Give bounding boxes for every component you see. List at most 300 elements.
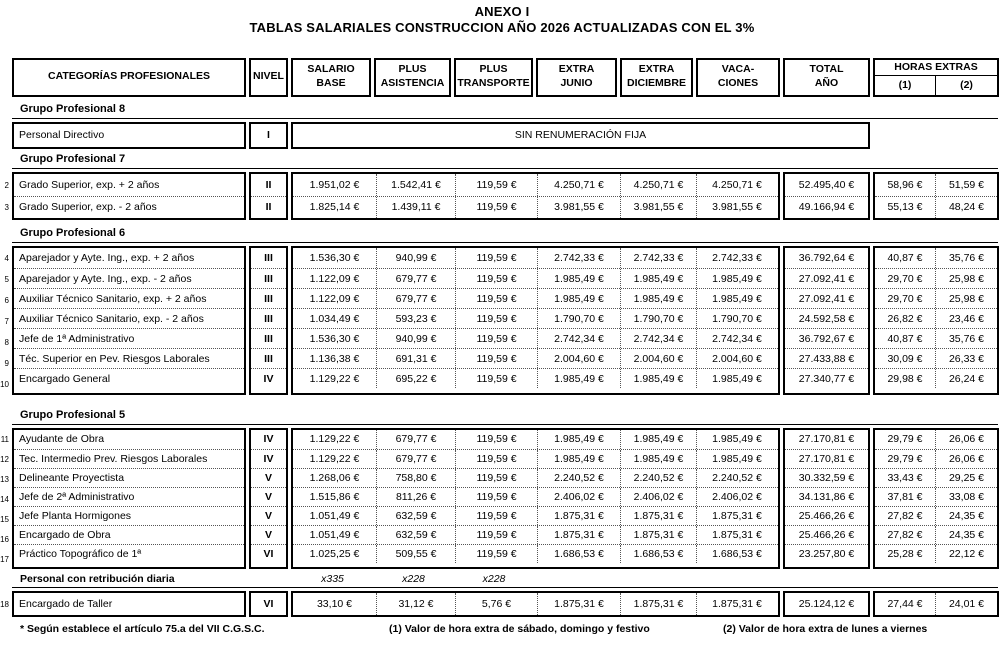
value-cell: 5,76 € xyxy=(455,593,537,615)
value-cell: 1.825,14 € xyxy=(309,201,360,214)
footnote-1: (1) Valor de hora extra de sábado, domingo y festivo xyxy=(389,623,650,636)
col-header-nivel: NIVEL xyxy=(249,58,288,97)
value-cell: 679,77 € xyxy=(376,450,455,468)
group-heading-label: Grupo Profesional 7 xyxy=(20,152,126,165)
value-cell: 1.985,49 € xyxy=(696,430,777,449)
row-number: 4 xyxy=(4,254,9,264)
no-fixed-pay-box xyxy=(291,122,870,149)
value-cell: 1.985,49 € xyxy=(537,430,620,449)
nivel-column xyxy=(249,246,288,395)
nivel-cell: VI xyxy=(251,544,286,563)
value-cell: 1.985,49 € xyxy=(696,289,777,308)
value-cell: 119,59 € xyxy=(455,248,537,268)
col-header-categorias-label: CATEGORÍAS PROFESIONALES xyxy=(48,70,210,83)
value-cell: 2.240,52 € xyxy=(620,469,696,487)
nivel-cell: I xyxy=(267,129,270,142)
total-cell: 27.433,88 € xyxy=(785,348,868,368)
category-column xyxy=(12,172,246,220)
nivel-cell: V xyxy=(251,468,286,487)
value-cell: 1.790,70 € xyxy=(537,309,620,328)
value-cell: 1.875,31 € xyxy=(537,526,620,544)
horas-1-cell: 29,70 € xyxy=(887,272,923,285)
value-cell: 593,23 € xyxy=(376,309,455,328)
value-cell: 1.122,09 € xyxy=(309,292,360,305)
daily-retribution-label: Personal con retribución diaria xyxy=(20,573,175,586)
category-cell: Téc. Superior en Pev. Riesgos Laborales xyxy=(14,348,244,368)
group-sections xyxy=(1,103,1003,570)
daily-underline xyxy=(12,587,998,588)
value-cell: 1.985,49 € xyxy=(696,369,777,388)
horas-2-cell: 26,33 € xyxy=(935,349,997,368)
value-cell: 119,59 € xyxy=(455,309,537,328)
value-cell: 2.406,02 € xyxy=(537,488,620,506)
group-heading-label: Grupo Profesional 5 xyxy=(20,408,126,421)
table-row-values xyxy=(293,525,778,544)
horas-2-cell: 26,06 € xyxy=(935,430,997,449)
value-cell: 2.004,60 € xyxy=(537,349,620,368)
value-cell: 1.951,02 € xyxy=(309,178,360,191)
table-row-values xyxy=(293,174,778,196)
value-cell: 1.875,31 € xyxy=(696,507,777,525)
horas-extras-row xyxy=(875,506,997,525)
horas-extras-row xyxy=(875,368,997,388)
col-header-vacaciones: VACA- CIONES xyxy=(696,58,780,97)
values-columns xyxy=(291,246,780,395)
value-cell: 2.742,34 € xyxy=(620,329,696,348)
horas-extras-row xyxy=(875,468,997,487)
row-number: 17 xyxy=(0,554,9,564)
nivel-cell: II xyxy=(251,196,286,218)
value-cell: 2.742,34 € xyxy=(537,329,620,348)
horas-extras-row xyxy=(875,348,997,368)
category-column xyxy=(12,122,246,149)
row-number: 3 xyxy=(4,203,9,213)
value-cell: 2.004,60 € xyxy=(696,349,777,368)
horas-extras-row xyxy=(875,174,997,196)
horas-extras-columns xyxy=(873,591,999,617)
salary-group-block xyxy=(1,172,1003,220)
horas-2-cell: 48,24 € xyxy=(935,197,997,218)
horas-1-cell: 27,82 € xyxy=(887,528,923,541)
category-column xyxy=(12,246,246,395)
value-cell: 119,59 € xyxy=(455,197,537,218)
table-row-values xyxy=(293,593,778,615)
nivel-cell: III xyxy=(251,348,286,368)
row-number: 10 xyxy=(0,379,9,389)
category-cell: Delineante Proyectista xyxy=(14,468,244,487)
horas-1-cell: 40,87 € xyxy=(887,332,923,345)
col-header-plus-asistencia: PLUS ASISTENCIA xyxy=(374,58,451,97)
total-cell: 25.466,26 € xyxy=(785,506,868,525)
value-cell: 1.515,86 € xyxy=(309,490,360,503)
value-cell: 1.051,49 € xyxy=(309,509,360,522)
horas-2-cell: 26,06 € xyxy=(935,450,997,468)
table-row-values xyxy=(293,449,778,468)
category-cell: Encargado de Taller xyxy=(19,598,113,611)
value-cell: 1.686,53 € xyxy=(620,545,696,563)
horas-2-cell: 26,24 € xyxy=(935,369,997,388)
daily-multipliers xyxy=(291,573,780,585)
horas-extras-row xyxy=(875,268,997,288)
value-cell: 1.875,31 € xyxy=(696,526,777,544)
horas-1-cell: 33,43 € xyxy=(887,471,923,484)
horas-extras-row xyxy=(875,449,997,468)
value-cell: 1.790,70 € xyxy=(696,309,777,328)
row-number: 2 xyxy=(4,180,9,190)
row-number-spacer xyxy=(1,58,9,97)
horas-1-cell: 27,82 € xyxy=(887,509,923,522)
value-cell: 940,99 € xyxy=(376,329,455,348)
value-cell: 1.875,31 € xyxy=(537,507,620,525)
horas-extras-columns xyxy=(873,172,999,220)
horas-2-cell: 24,01 € xyxy=(935,593,997,615)
nivel-cell: IV xyxy=(251,368,286,388)
value-cell: 1.985,49 € xyxy=(537,289,620,308)
value-cell: 1.985,49 € xyxy=(620,450,696,468)
nivel-cell: III xyxy=(251,328,286,348)
horas-2-cell: 23,46 € xyxy=(935,309,997,328)
category-cell: Tec. Intermedio Prev. Riesgos Laborales xyxy=(14,449,244,468)
value-cell: 758,80 € xyxy=(376,469,455,487)
nivel-column xyxy=(249,591,288,617)
value-cell: 3.981,55 € xyxy=(620,197,696,218)
values-columns xyxy=(291,172,780,220)
table-row-values xyxy=(293,288,778,308)
value-cell: 2.742,33 € xyxy=(537,248,620,268)
value-cell: 679,77 € xyxy=(376,269,455,288)
horas-2-cell: 29,25 € xyxy=(935,469,997,487)
row-number: 14 xyxy=(0,494,9,504)
value-cell: 1.129,22 € xyxy=(309,433,360,446)
row-number: 9 xyxy=(4,358,9,368)
horas-2-cell: 22,12 € xyxy=(935,545,997,563)
row-numbers xyxy=(1,172,9,220)
horas-1-cell: 55,13 € xyxy=(887,201,923,214)
row-numbers xyxy=(1,591,9,617)
value-cell: 1.790,70 € xyxy=(620,309,696,328)
horas-1-cell: 30,09 € xyxy=(887,352,923,365)
salary-group-block xyxy=(1,591,1003,617)
value-cell: 679,77 € xyxy=(376,430,455,449)
value-cell: 3.981,55 € xyxy=(696,197,777,218)
footnotes xyxy=(12,623,1003,635)
nivel-cell: II xyxy=(265,178,272,191)
value-cell: 1.985,49 € xyxy=(696,450,777,468)
horas-extras-row xyxy=(875,525,997,544)
value-cell: 2.240,52 € xyxy=(696,469,777,487)
table-row-values xyxy=(293,430,778,449)
total-cell: 27.092,41 € xyxy=(785,268,868,288)
value-cell: 1.875,31 € xyxy=(537,593,620,615)
value-cell: 119,59 € xyxy=(455,289,537,308)
value-cell: 1.686,53 € xyxy=(696,545,777,563)
value-cell: 691,31 € xyxy=(376,349,455,368)
nivel-cell: III xyxy=(251,268,286,288)
horas-extras-row xyxy=(875,248,997,268)
table-row-values xyxy=(293,328,778,348)
value-cell: 1.542,41 € xyxy=(376,174,455,196)
value-cell: 1.985,49 € xyxy=(696,269,777,288)
row-number: 11 xyxy=(0,435,9,445)
value-cell: 1.268,06 € xyxy=(309,471,360,484)
total-cell: 27.170,81 € xyxy=(798,433,855,446)
value-cell: 1.985,49 € xyxy=(620,369,696,388)
value-cell: 119,59 € xyxy=(455,329,537,348)
category-column xyxy=(12,591,246,617)
nivel-column xyxy=(249,122,288,149)
table-row-values xyxy=(293,196,778,218)
horas-1-cell: 58,96 € xyxy=(887,178,923,191)
total-cell: 27.170,81 € xyxy=(785,449,868,468)
table-row-values xyxy=(293,248,778,268)
footnote-2: (2) Valor de hora extra de lunes a viernes xyxy=(723,623,928,636)
total-cell: 25.124,12 € xyxy=(798,598,855,611)
value-cell: 119,59 € xyxy=(455,349,537,368)
value-cell: 2.406,02 € xyxy=(696,488,777,506)
col-header-horas-1: (1) xyxy=(898,79,912,92)
row-numbers xyxy=(1,428,9,570)
value-cell: 1.875,31 € xyxy=(620,507,696,525)
value-cell: 1.439,11 € xyxy=(376,197,455,218)
total-cell: 34.131,86 € xyxy=(785,487,868,506)
col-header-horas-extras: HORAS EXTRAS (1) (2) xyxy=(873,58,999,97)
value-cell: 119,59 € xyxy=(455,450,537,468)
row-number: 18 xyxy=(0,600,9,610)
horas-1-cell: 27,44 € xyxy=(887,598,923,611)
group-heading xyxy=(12,227,998,243)
horas-1-cell: 40,87 € xyxy=(887,252,923,265)
col-header-salario-base: SALARIO BASE xyxy=(291,58,371,97)
horas-1-cell: 29,98 € xyxy=(887,372,923,385)
nivel-column xyxy=(249,172,288,220)
category-cell: Ayudante de Obra xyxy=(19,433,105,446)
value-cell: 119,59 € xyxy=(455,469,537,487)
total-cell: 25.466,26 € xyxy=(785,525,868,544)
category-cell: Aparejador y Ayte. Ing., exp. + 2 años xyxy=(19,252,195,265)
value-cell: 1.536,30 € xyxy=(309,332,360,345)
category-cell: Encargado General xyxy=(14,368,244,388)
table-row-values xyxy=(293,506,778,525)
document-subtitle: TABLAS SALARIALES CONSTRUCCION AÑO 2026 ACTUALIZADAS CON EL 3% xyxy=(249,20,755,36)
horas-extras-columns xyxy=(873,428,999,570)
value-cell: 632,59 € xyxy=(376,526,455,544)
value-cell: 2.742,34 € xyxy=(696,329,777,348)
category-cell: Aparejador y Ayte. Ing., exp. - 2 años xyxy=(14,268,244,288)
total-cell: 36.792,67 € xyxy=(785,328,868,348)
total-cell: 49.166,94 € xyxy=(785,196,868,218)
value-cell: 1.686,53 € xyxy=(537,545,620,563)
category-cell: Auxiliar Técnico Sanitario, exp. + 2 años xyxy=(14,288,244,308)
horas-1-cell: 26,82 € xyxy=(887,312,923,325)
category-cell: Auxiliar Técnico Sanitario, exp. - 2 años xyxy=(14,308,244,328)
category-cell: Jefe de 2ª Administrativo xyxy=(14,487,244,506)
value-cell: 2.004,60 € xyxy=(620,349,696,368)
salary-group-block xyxy=(1,122,1003,149)
table-row-values xyxy=(293,268,778,288)
value-cell: 811,26 € xyxy=(376,488,455,506)
multiplier-transporte: x228 xyxy=(482,573,506,586)
horas-extras-row xyxy=(875,593,997,615)
value-cell: 1.985,49 € xyxy=(620,269,696,288)
category-cell: Jefe Planta Hormigones xyxy=(14,506,244,525)
category-cell: Grado Superior, exp. - 2 años xyxy=(14,196,244,218)
value-cell: 4.250,71 € xyxy=(620,174,696,196)
horas-extras-row xyxy=(875,487,997,506)
row-number: 5 xyxy=(4,274,9,284)
horas-1-cell: 29,79 € xyxy=(887,433,923,446)
table-row-values xyxy=(293,348,778,368)
value-cell: 1.051,49 € xyxy=(309,528,360,541)
value-cell: 1.136,38 € xyxy=(309,352,360,365)
value-cell: 1.985,49 € xyxy=(537,269,620,288)
value-cell: 3.981,55 € xyxy=(537,197,620,218)
row-number: 7 xyxy=(4,316,9,326)
horas-extras-row xyxy=(875,196,997,218)
horas-1-cell: 29,79 € xyxy=(887,452,923,465)
value-cell: 119,59 € xyxy=(455,488,537,506)
salary-group-block xyxy=(1,246,1003,395)
row-number: 16 xyxy=(0,534,9,544)
table-row-values xyxy=(293,368,778,388)
values-columns xyxy=(291,428,780,570)
col-header-plus-transporte: PLUS TRANSPORTE xyxy=(454,58,533,97)
row-number: 6 xyxy=(4,295,9,305)
table-row-values xyxy=(293,468,778,487)
daily-retribution-row xyxy=(1,573,1003,585)
nivel-cell: V xyxy=(251,506,286,525)
horas-extras-row xyxy=(875,308,997,328)
nivel-cell: IV xyxy=(251,449,286,468)
value-cell: 1.875,31 € xyxy=(696,593,777,615)
nivel-cell: III xyxy=(264,252,273,265)
value-cell: 119,59 € xyxy=(455,545,537,563)
horas-extras-row xyxy=(875,328,997,348)
value-cell: 2.240,52 € xyxy=(537,469,620,487)
multiplier-asistencia: x228 xyxy=(402,573,425,586)
category-cell: Encargado de Obra xyxy=(14,525,244,544)
horas-1-cell: 29,70 € xyxy=(887,292,923,305)
horas-1-cell: 37,81 € xyxy=(887,490,923,503)
nivel-cell: III xyxy=(251,308,286,328)
value-cell: 679,77 € xyxy=(376,289,455,308)
value-cell: 119,59 € xyxy=(455,269,537,288)
taller-section xyxy=(1,591,1003,617)
no-fixed-pay-cell: SIN RENUMERACIÓN FIJA xyxy=(514,129,647,142)
value-cell: 1.875,31 € xyxy=(620,593,696,615)
values-columns xyxy=(291,591,780,617)
category-column xyxy=(12,428,246,570)
value-cell: 940,99 € xyxy=(376,248,455,268)
group-heading-label: Grupo Profesional 8 xyxy=(20,102,126,115)
category-cell: Jefe de 1ª Administrativo xyxy=(14,328,244,348)
horas-2-cell: 25,98 € xyxy=(935,289,997,308)
category-cell: Práctico Topográfico de 1ª xyxy=(14,544,244,563)
table-row-values xyxy=(293,308,778,328)
value-cell: 119,59 € xyxy=(455,430,537,449)
table-row-values xyxy=(293,544,778,563)
horas-2-cell: 24,35 € xyxy=(935,507,997,525)
total-cell: 27.092,41 € xyxy=(785,288,868,308)
horas-extras-row xyxy=(875,288,997,308)
value-cell: 2.406,02 € xyxy=(620,488,696,506)
col-header-horas-2: (2) xyxy=(935,76,997,95)
value-cell: 1.985,49 € xyxy=(537,450,620,468)
col-header-extra-diciembre: EXTRA DICIEMBRE xyxy=(620,58,693,97)
horas-extras-columns xyxy=(873,246,999,395)
table-row-values xyxy=(293,487,778,506)
nivel-cell: V xyxy=(251,525,286,544)
group-heading-label: Grupo Profesional 6 xyxy=(20,226,126,239)
total-cell: 27.340,77 € xyxy=(785,368,868,388)
horas-extras-row xyxy=(875,430,997,449)
total-column xyxy=(783,246,870,395)
total-column xyxy=(783,172,870,220)
horas-2-cell: 35,76 € xyxy=(935,329,997,348)
value-cell: 119,59 € xyxy=(455,174,537,196)
value-cell: 1.536,30 € xyxy=(309,252,360,265)
value-cell: 632,59 € xyxy=(376,507,455,525)
group-heading xyxy=(12,409,998,425)
horas-2-cell: 24,35 € xyxy=(935,526,997,544)
col-header-extra-junio: EXTRA JUNIO xyxy=(536,58,617,97)
row-number: 13 xyxy=(0,474,9,484)
value-cell: 695,22 € xyxy=(376,369,455,388)
multiplier-salario: x335 xyxy=(321,573,344,586)
nivel-cell: III xyxy=(251,288,286,308)
total-cell: 36.792,64 € xyxy=(798,252,855,265)
value-cell: 1.875,31 € xyxy=(620,526,696,544)
value-cell: 1.034,49 € xyxy=(309,312,360,325)
row-numbers xyxy=(1,246,9,395)
total-cell: 52.495,40 € xyxy=(798,178,855,191)
total-column xyxy=(783,428,870,570)
table-header-row xyxy=(1,58,1003,97)
total-column xyxy=(783,591,870,617)
nivel-column xyxy=(249,428,288,570)
value-cell: 33,10 € xyxy=(316,598,353,611)
footnote-asterisk: * Según establece el artículo 75.a del VII C.G.S.C. xyxy=(20,623,265,636)
horas-extras-row xyxy=(875,544,997,563)
total-cell: 23.257,80 € xyxy=(785,544,868,563)
nivel-cell: IV xyxy=(263,433,274,446)
salary-group-block xyxy=(1,428,1003,570)
group-heading xyxy=(12,103,998,119)
value-cell: 1.122,09 € xyxy=(309,272,360,285)
row-number: 12 xyxy=(0,454,9,464)
value-cell: 2.742,33 € xyxy=(696,248,777,268)
horas-2-cell: 51,59 € xyxy=(935,174,997,196)
horas-2-cell: 25,98 € xyxy=(935,269,997,288)
nivel-cell: V xyxy=(251,487,286,506)
category-cell: Personal Directivo xyxy=(19,129,105,142)
value-cell: 1.129,22 € xyxy=(309,452,360,465)
col-header-categorias xyxy=(12,58,246,97)
row-numbers xyxy=(1,122,9,149)
nivel-cell: VI xyxy=(263,598,274,611)
horas-2-cell: 33,08 € xyxy=(935,488,997,506)
value-cell: 509,55 € xyxy=(376,545,455,563)
value-cell: 1.985,49 € xyxy=(620,430,696,449)
value-cell: 1.025,25 € xyxy=(309,547,360,560)
value-cell: 119,59 € xyxy=(455,507,537,525)
value-cell: 31,12 € xyxy=(376,593,455,615)
value-cell: 2.742,33 € xyxy=(620,248,696,268)
value-cell: 119,59 € xyxy=(455,526,537,544)
value-cell: 4.250,71 € xyxy=(696,174,777,196)
total-cell: 24.592,58 € xyxy=(785,308,868,328)
group-heading xyxy=(12,153,998,169)
total-cell: 30.332,59 € xyxy=(785,468,868,487)
